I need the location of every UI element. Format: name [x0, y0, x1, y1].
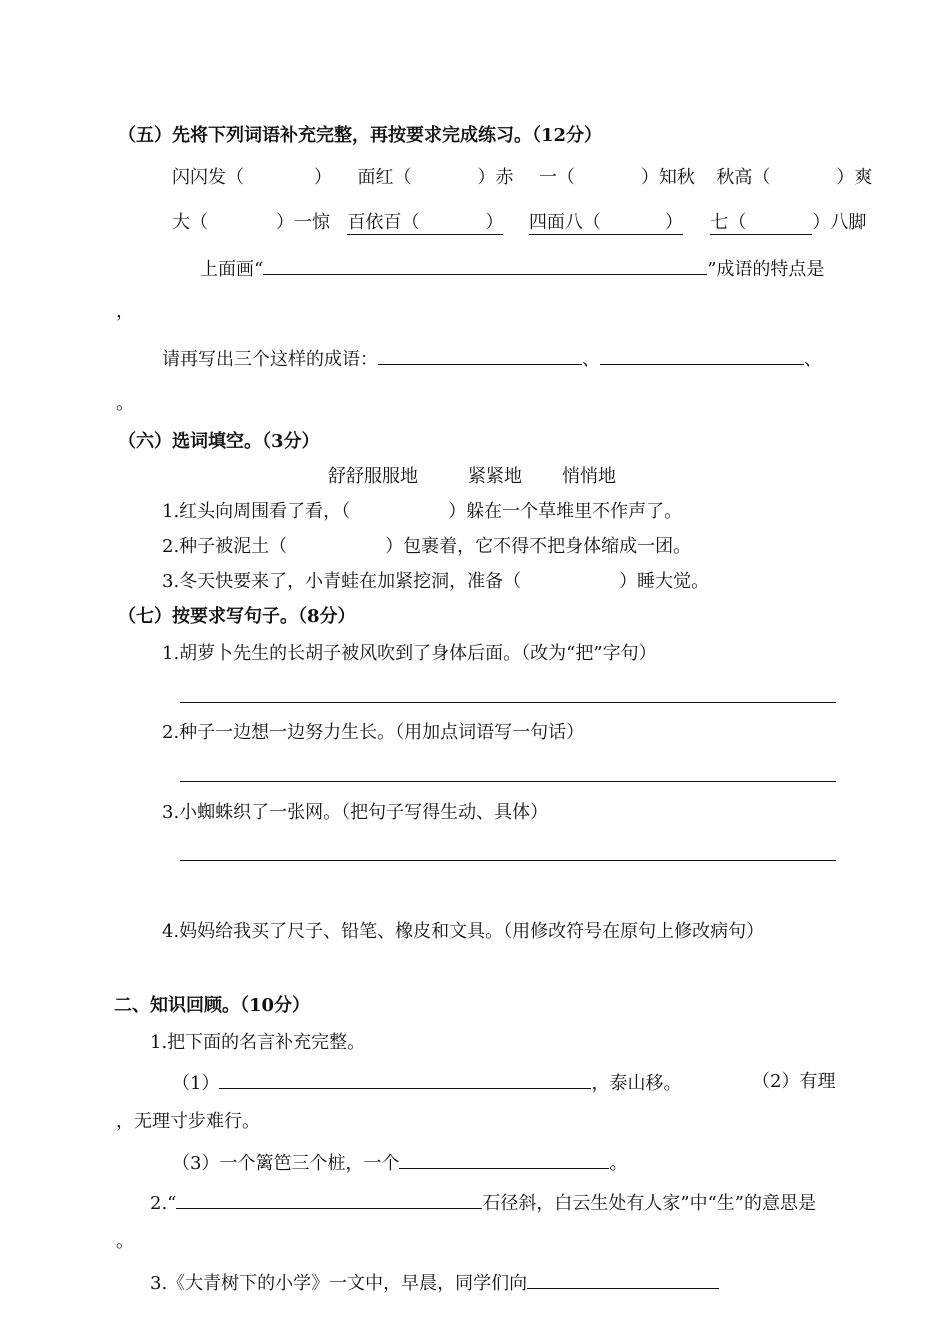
idiom-row-1 — [172, 166, 872, 190]
word-options — [328, 465, 616, 489]
section-7-title: （七）按要求写句子。（8分） — [118, 606, 356, 627]
idiom-8-underlined: 七（ — [710, 212, 812, 235]
question-3-blank[interactable] — [527, 1270, 719, 1289]
fill-question-2: 2.种子被泥土（ ）包裹着，它不得不把身体缩成一团。 — [162, 536, 692, 557]
word-option: 舒舒服服地 — [328, 466, 418, 487]
idiom-1-suffix: ） — [314, 167, 332, 188]
idiom-6-underlined: 百依百（ ） — [347, 212, 504, 233]
idiom-1-prefix: 闪闪发（ — [172, 167, 244, 188]
idiom-2-prefix: 面红（ — [357, 167, 412, 188]
sentence-question-2: 2.种子一边想一边努力生长。（用加点词语写一句话） — [162, 722, 585, 743]
idiom-7-underlined: 四面八（ ） — [528, 212, 683, 233]
idiom-3-prefix: 一（ — [538, 167, 575, 188]
write-idioms-line: 请再写出三个这样的成语： 、 、 — [162, 346, 822, 372]
idiom-4-prefix: 秋高（ — [716, 167, 771, 188]
section-6-title: （六）选词填空。（3分） — [118, 431, 320, 452]
word-option: 紧紧地 — [468, 466, 522, 487]
knowledge-question-2: 2.“ 石径斜，白云生处有人家”中“生”的意思是 — [150, 1190, 816, 1216]
write-idioms-period: 。 — [116, 393, 134, 414]
answer-line-2[interactable] — [180, 781, 836, 782]
proverb-3: （3）一个篱笆三个桩，一个 。 — [172, 1150, 627, 1176]
sentence-question-4: 4.妈妈给我买了尺子、铅笔、橡皮和文具。（用修改符号在原句上修改病句） — [162, 921, 765, 942]
idiom-answer-1[interactable] — [378, 346, 582, 365]
feature-blank[interactable] — [263, 256, 707, 275]
idiom-row-2: 大（ ）一惊 百依百（ ） 四面八（ ） 七（ ）八脚 — [172, 212, 867, 233]
knowledge-question-1: 1.把下面的名言补充完整。 — [150, 1032, 366, 1053]
fill-question-1: 1.红头向周围看了看，（ ）躲在一个草堆里不作声了。 — [162, 501, 683, 522]
proverb-2: （2）有理 — [752, 1071, 836, 1092]
idiom-5-prefix: 大（ — [172, 212, 208, 233]
fill-question-3: 3.冬天快要来了，小青蛙在加紧挖洞，准备（ ）睡大觉。 — [162, 571, 710, 592]
section-2-title: 二、知识回顾。（10分） — [114, 995, 311, 1016]
idiom-2-suffix: ）赤 — [477, 167, 514, 188]
feature-comma: ， — [116, 301, 134, 322]
proverb-1: （1） ，泰山移。 — [172, 1070, 681, 1096]
proverb-1-blank[interactable] — [219, 1070, 591, 1089]
knowledge-question-3: 3.《大青树下的小学》一文中，早晨，同学们向 — [150, 1270, 719, 1296]
idiom-4-suffix: ）爽 — [836, 167, 873, 188]
proverb-2-end: ，无理寸步难行。 — [116, 1111, 260, 1132]
sentence-question-3: 3.小蜘蛛织了一张网。（把句子写得生动、具体） — [162, 802, 549, 823]
poem-blank[interactable] — [176, 1190, 482, 1209]
answer-line-1[interactable] — [180, 702, 836, 703]
question-2-period: 。 — [116, 1231, 134, 1252]
section-5-title: （五）先将下列词语补充完整，再按要求完成练习。（12分） — [118, 125, 603, 146]
idiom-3-suffix: ）知秋 — [640, 167, 695, 188]
feature-line: 上面画“ ”成语的特点是 — [200, 256, 824, 282]
idiom-answer-2[interactable] — [600, 346, 804, 365]
sentence-question-1: 1.胡萝卜先生的长胡子被风吹到了身体后面。（改为“把”字句） — [162, 643, 657, 664]
idiom-5-suffix: ）一惊 — [276, 212, 330, 233]
answer-line-3[interactable] — [180, 860, 836, 861]
word-option: 悄悄地 — [562, 466, 616, 487]
proverb-3-blank[interactable] — [399, 1150, 609, 1169]
